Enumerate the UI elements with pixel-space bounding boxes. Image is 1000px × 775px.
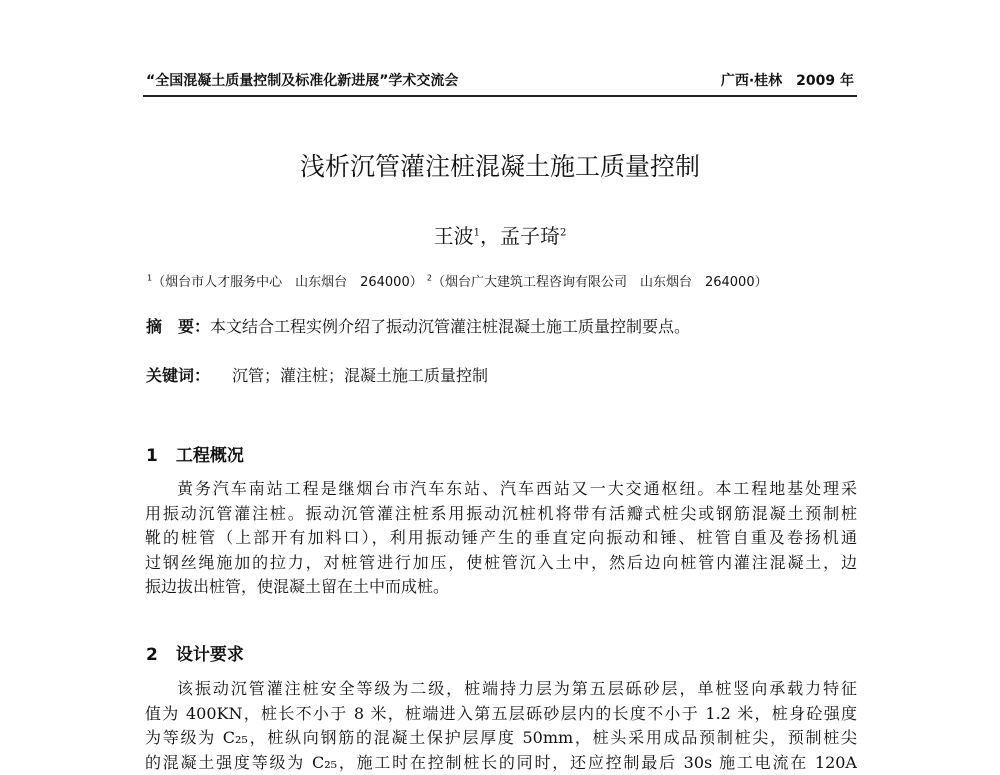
section-heading-1 <box>146 441 244 466</box>
text-line: 值为 400KN，桩长不小于 8 米，桩端进入第五层砾砂层内的长度不小于 1.2 米，桩身砼强度 <box>145 703 857 723</box>
author-name: 孟子琦 <box>500 224 560 248</box>
text-line: 的混凝土强度等级为 C₂₅，施工时在控制桩长的同时，还应控制最后 30s 施工电流在 120A <box>145 752 857 772</box>
authors <box>0 220 1000 249</box>
author-name: 王波 <box>433 224 474 248</box>
author-sup: 1 <box>473 227 480 239</box>
keywords <box>146 363 488 386</box>
section-title: 工程概况 <box>175 446 244 466</box>
abstract <box>146 314 690 337</box>
running-header-conference: “全国混凝土质量控制及标准化新进展”学术交流会 <box>146 73 459 89</box>
affiliation: （烟台广大建筑工程咨询有限公司 山东烟台 264000） <box>431 275 768 290</box>
text-line: 过钢丝绳施加的拉力，对桩管进行加压，使桩管沉入土中，然后边向桩管内灌注混凝土，边 <box>145 552 857 572</box>
text-line: 为等级为 C₂₅，桩纵向钢筋的混凝土保护层厚度 50mm，桩头采用成品预制桩尖，预制桩尖 <box>145 728 857 748</box>
abstract-text: 本文结合工程实例介绍了振动沉管灌注桩混凝土施工质量控制要点。 <box>210 317 691 336</box>
affiliation-sup: 2 <box>426 273 432 283</box>
paper-title: 浅析沉管灌注桩混凝土施工质量控制 <box>299 152 700 181</box>
section-2-paragraph <box>145 677 857 775</box>
affiliation: （烟台市人才服务中心 山东烟台 264000） <box>152 275 423 290</box>
text-line: 振边拔出桩管，使混凝土留在土中而成桩。 <box>145 577 450 597</box>
keywords-label: 关键词： <box>146 366 211 385</box>
running-header-place-year: 广西·桂林 2009 年 <box>720 73 854 89</box>
header-rule <box>143 95 857 97</box>
section-1-paragraph <box>145 477 857 600</box>
abstract-label: 摘 要： <box>146 317 211 336</box>
text-line: 该振动沉管灌注桩安全等级为二级，桩端持力层为第五层砾砂层，单桩竖向承载力特征 <box>177 679 857 698</box>
section-title: 设计要求 <box>175 645 244 665</box>
section-heading-2 <box>146 640 244 665</box>
text-line: 用振动沉管灌注桩。振动沉管灌注桩系用振动沉桩机将带有活瓣式桩尖或钢筋混凝土预制桩 <box>145 503 857 523</box>
text-line: 黄务汽车南站工程是继烟台市汽车东站、汽车西站又一大交通枢纽。本工程地基处理采 <box>177 479 857 498</box>
section-number: 1 <box>146 446 158 466</box>
keywords-text: 沉管；灌注桩；混凝土施工质量控制 <box>232 366 489 385</box>
affiliation-sup: 1 <box>147 273 153 283</box>
author-sup: 2 <box>560 227 567 239</box>
affiliations <box>147 271 768 290</box>
section-number: 2 <box>146 645 158 665</box>
author-separator: ， <box>480 224 500 248</box>
text-line: 靴的桩管（上部开有加料口），利用振动锤产生的垂直定向振动和锤、桩管自重及卷扬机通 <box>145 528 857 548</box>
